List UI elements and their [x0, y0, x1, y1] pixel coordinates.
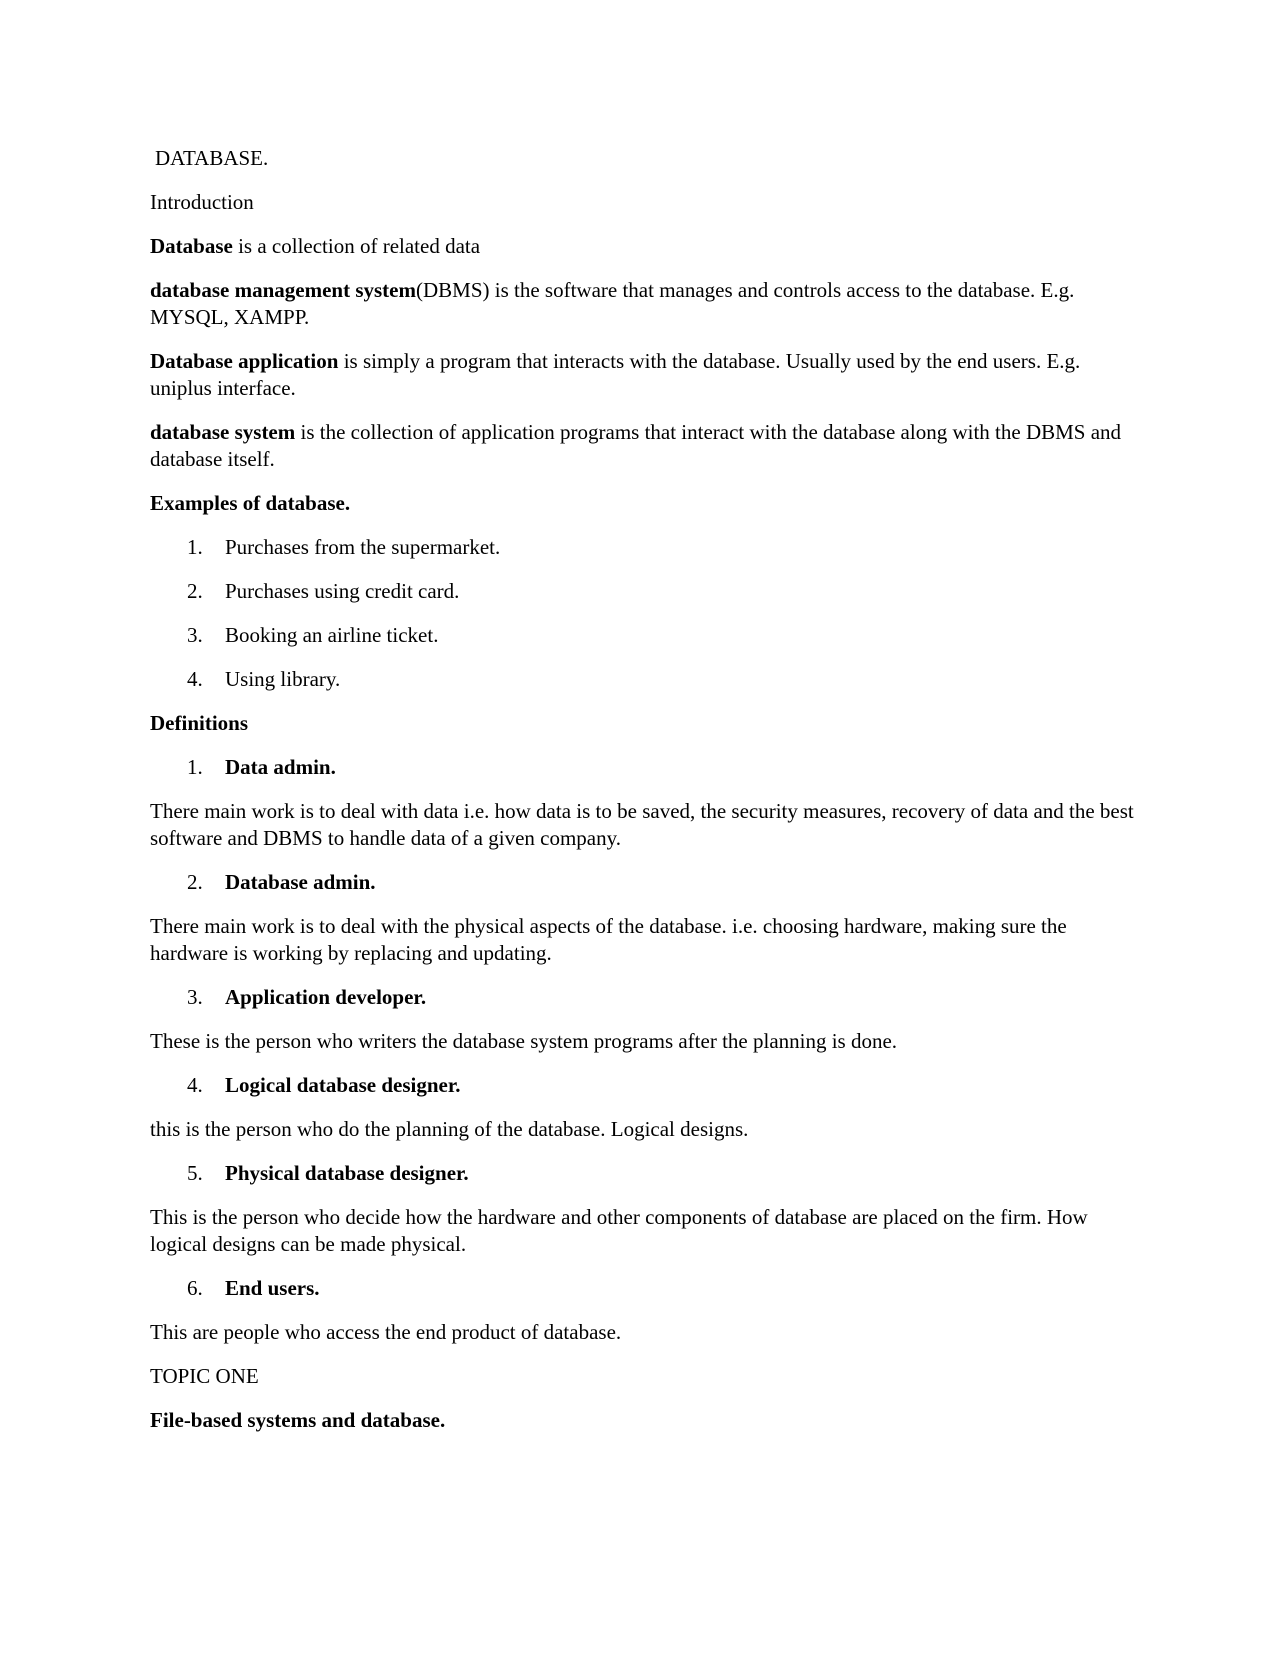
- role-heading: [150, 1275, 1140, 1302]
- definition-database-application: [150, 348, 1140, 402]
- list-item: [150, 622, 1140, 649]
- definition-text: is the collection of application programs that interact with the database along with the DBMS and database itself.: [150, 420, 1122, 471]
- definition-term: database management system: [150, 278, 416, 302]
- document-title: DATABASE.: [155, 146, 269, 170]
- topic-subheading: File-based systems and database.: [150, 1408, 446, 1432]
- document-page: [150, 145, 1140, 1451]
- definition-text: (DBMS) is the software that manages and controls access to the database. E.g. MYSQL, XAMPP.: [150, 278, 1075, 329]
- definition-database-system: [150, 419, 1140, 473]
- definition-database: [150, 233, 1140, 260]
- topic-heading: TOPIC ONE: [150, 1364, 259, 1388]
- list-text: Booking an airline ticket.: [225, 623, 439, 647]
- role-heading: [150, 1072, 1140, 1099]
- role-number: 3.: [187, 985, 203, 1009]
- role-heading: [150, 869, 1140, 896]
- role-description: This are people who access the end product of database.: [150, 1320, 622, 1344]
- list-number: 2.: [187, 579, 203, 603]
- definition-text: is simply a program that interacts with the database. Usually used by the end users. E.g. uniplus interface.: [150, 349, 1081, 400]
- list-number: 1.: [187, 535, 203, 559]
- list-number: 4.: [187, 667, 203, 691]
- role-number: 1.: [187, 755, 203, 779]
- role-heading: [150, 984, 1140, 1011]
- role-description: this is the person who do the planning of the database. Logical designs.: [150, 1117, 749, 1141]
- list-item: [150, 578, 1140, 605]
- role-number: 2.: [187, 870, 203, 894]
- intro-heading: Introduction: [150, 190, 254, 214]
- role-number: 6.: [187, 1276, 203, 1300]
- list-text: Purchases from the supermarket.: [225, 535, 501, 559]
- definition-term: database system: [150, 420, 296, 444]
- definition-term: Database: [150, 234, 233, 258]
- definition-term: Database application: [150, 349, 339, 373]
- list-number: 3.: [187, 623, 203, 647]
- definition-dbms: [150, 277, 1140, 331]
- definitions-heading: Definitions: [150, 711, 249, 735]
- role-description: These is the person who writers the database system programs after the planning is done.: [150, 1029, 898, 1053]
- list-text: Using library.: [225, 667, 341, 691]
- examples-heading: Examples of database.: [150, 491, 351, 515]
- definition-text: is a collection of related data: [232, 234, 481, 258]
- role-number: 5.: [187, 1161, 203, 1185]
- list-item: [150, 666, 1140, 693]
- role-title: Database admin.: [225, 870, 376, 894]
- list-item: [150, 534, 1140, 561]
- role-title: End users.: [225, 1276, 320, 1300]
- role-title: Data admin.: [225, 755, 336, 779]
- role-title: Physical database designer.: [225, 1161, 469, 1185]
- role-title: Logical database designer.: [225, 1073, 461, 1097]
- role-description: This is the person who decide how the hardware and other components of database are placed on the firm. How logical designs can be made physical.: [150, 1205, 1088, 1256]
- list-text: Purchases using credit card.: [225, 579, 460, 603]
- examples-list: [150, 534, 1140, 693]
- role-description: There main work is to deal with data i.e. how data is to be saved, the security measures, recovery of data and the best software and DBMS to handle data of a given company.: [150, 799, 1134, 850]
- role-number: 4.: [187, 1073, 203, 1097]
- role-description: There main work is to deal with the physical aspects of the database. i.e. choosing hardware, making sure the hardware is working by replacing and updating.: [150, 914, 1067, 965]
- role-heading: [150, 1160, 1140, 1187]
- role-title: Application developer.: [225, 985, 427, 1009]
- role-heading: [150, 754, 1140, 781]
